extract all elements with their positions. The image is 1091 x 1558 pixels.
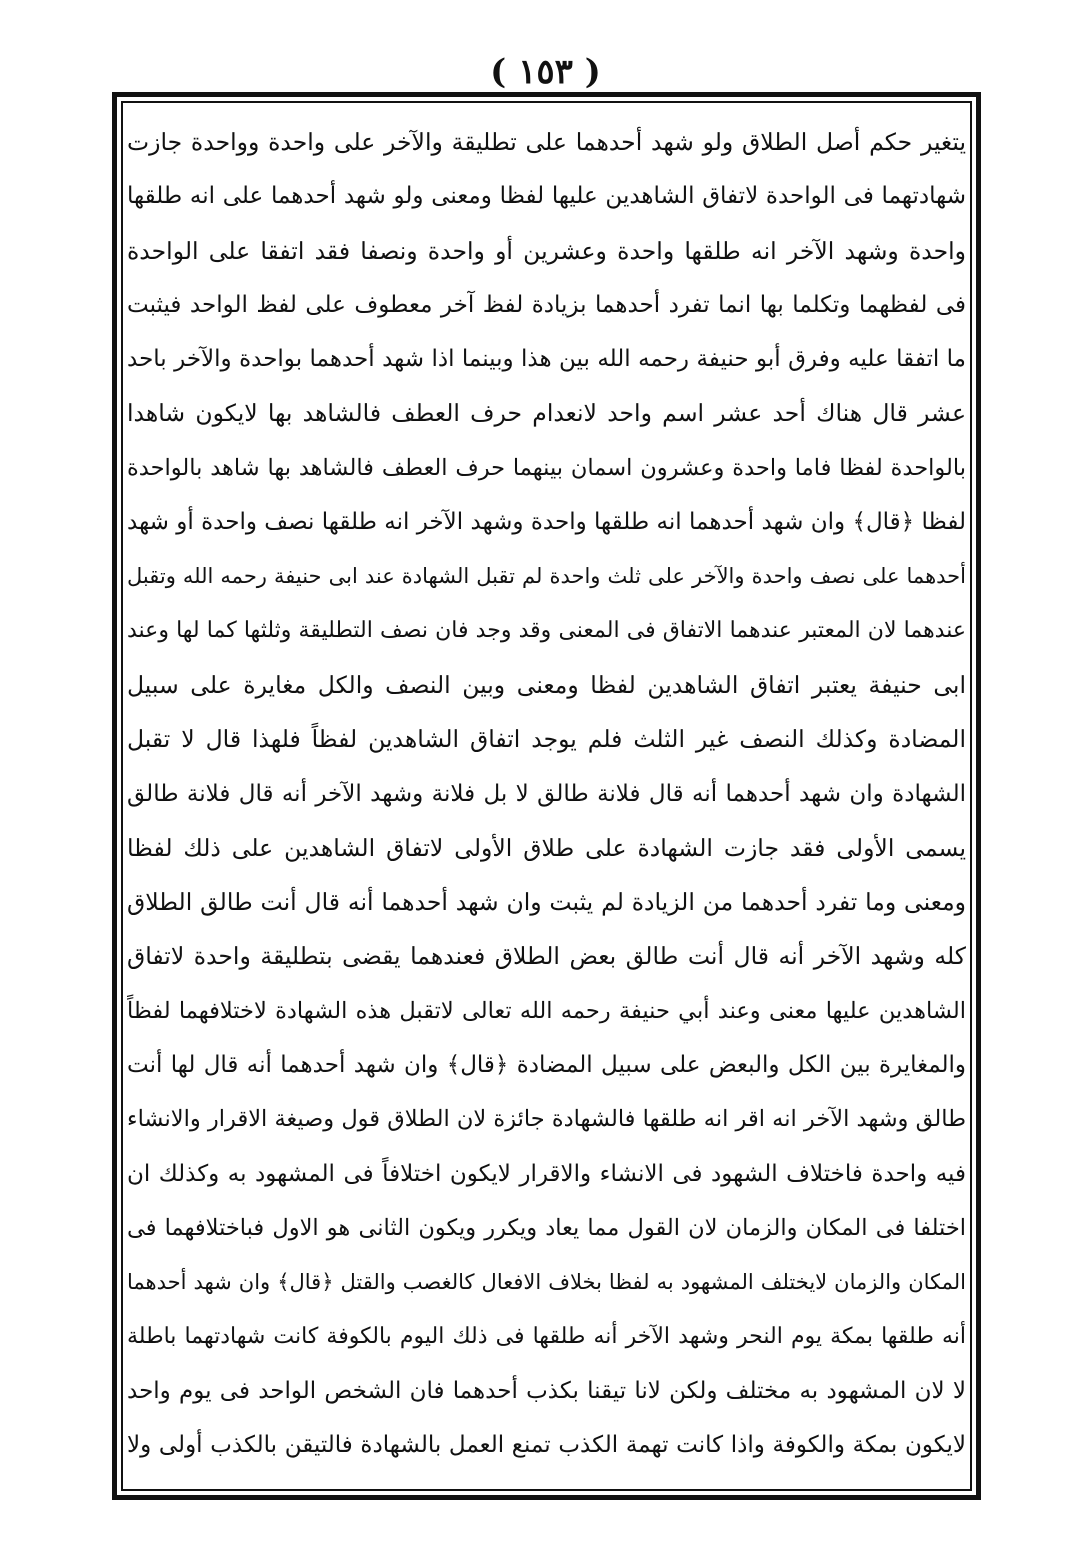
- text-line: يسمى الأولى فقد جازت الشهادة على طلاق الأولى لاتفاق الشاهدين على ذلك لفظا: [127, 833, 966, 862]
- text-line: فى لفظهما وتكلما بها انما تفرد أحدهما بزيادة لفظ آخر معطوف على لفظ الواحد فيثبت: [127, 291, 966, 318]
- text-line: لفظا ﴿قال﴾ وان شهد أحدهما انه طلقها واحدة وشهد الآخر انه طلقها نصف واحدة أو شهد: [127, 509, 966, 536]
- text-line: المضادة وكذلك النصف غير الثلث فلم يوجد اتفاق الشاهدين لفظاً فلهذا قال لا تقبل: [127, 725, 966, 754]
- text-line: ما اتفقا عليه وفرق أبو حنيفة رحمه الله بين هذا وبينما اذا شهد أحدهما بواحدة والآخر باحد: [127, 346, 966, 373]
- text-line: طالق وشهد الآخر انه اقر انه طلقها فالشهادة جائزة لان الطلاق قول وصيغة الاقرار والانشاء: [127, 1106, 966, 1133]
- text-line: المكان والزمان لايختلف المشهود به لفظا بخلاف الافعال كالغصب والقتل ﴿قال﴾ وان شهد أحدهما: [127, 1270, 966, 1295]
- text-line: اختلفا فى المكان والزمان لان القول مما يعاد ويكرر ويكون الثانى هو الاول فباختلافهما فى: [127, 1214, 966, 1241]
- page-border: [112, 92, 981, 1500]
- text-line: عندهما لان المعتبر عندهما الاتفاق فى المعنى وقد وجد فان نصف التطليقة وثلثها كما لها وعند: [127, 617, 966, 643]
- text-line: لايكون بمكة والكوفة واذا كانت تهمة الكذب تمنع العمل بالشهادة فالتيقن بالكذب أولى ولا: [127, 1432, 966, 1459]
- text-line: واحدة وشهد الآخر انه طلقها واحدة وعشرين أو واحدة ونصفا فقد اتفقا على الواحدة: [127, 236, 966, 265]
- text-line: الشهادة وان شهد أحدهما أنه قال فلانة طالق لا بل فلانة وشهد الآخر أنه قال فلانة طالق: [127, 780, 966, 807]
- text-line: لا لان المشهود به مختلف ولكن لانا تيقنا بكذب أحدهما فان الشخص الواحد فى يوم واحد: [127, 1377, 966, 1404]
- text-line: عشر قال هناك أحد عشر اسم واحد لانعدام حرف العطف فالشاهد بها لايكون شاهدا: [127, 399, 966, 428]
- text-line: كله وشهد الآخر أنه قال أنت طالق بعض الطلاق فعندهما يقضى بتطليقة واحدة لاتفاق: [127, 942, 966, 971]
- text-line: ومعنى وما تفرد أحدهما من الزيادة لم يثبت وان شهد أحدهما أنه قال أنت طالق الطلاق: [127, 888, 966, 917]
- text-line: فيه واحدة فاختلاف الشهود فى الانشاء والاقرار لايكون اختلافاً فى المشهود به وكذلك ان: [127, 1160, 966, 1187]
- text-line: الشاهدين عليها معنى وعند أبي حنيفة رحمه الله تعالى لاتقبل هذه الشهادة لاختلافهما لفظاً: [127, 997, 966, 1024]
- text-line: أحدهما على نصف واحدة والآخر على ثلث واحدة لم تقبل الشهادة عند ابى حنيفة رحمه الله وتقبل: [127, 564, 966, 589]
- text-line: يتغير حكم أصل الطلاق ولو شهد أحدهما على تطليقة والآخر على واحدة وواحدة جازت: [127, 128, 966, 156]
- text-line: ابى حنيفة يعتبر اتفاق الشاهدين لفظا ومعنى وبين النصف والكل مغايرة على سبيل: [127, 670, 966, 699]
- text-line: والمغايرة بين الكل والبعض على سبيل المضادة ﴿قال﴾ وان شهد أحدهما أنه قال لها أنت: [127, 1052, 966, 1079]
- page-number: ( ١٥٣ ): [490, 52, 601, 92]
- text-line: أنه طلقها بمكة يوم النحر وشهد الآخر أنه طلقها فى ذلك اليوم بالكوفة كانت شهادتهما باطلة: [127, 1323, 966, 1349]
- text-line: شهادتهما فى الواحدة لاتفاق الشاهدين عليها لفظا ومعنى ولو شهد أحدهما على انه طلقها: [127, 183, 966, 210]
- text-body: [127, 115, 966, 1472]
- text-line: بالواحدة لفظا فاما واحدة وعشرون اسمان بينهما حرف العطف فالشاهد بها شاهد بالواحدة: [127, 454, 966, 481]
